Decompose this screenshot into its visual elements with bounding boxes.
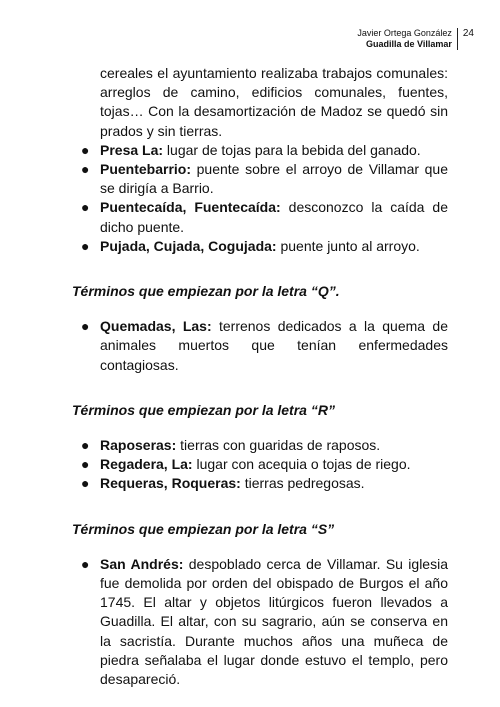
bullet-icon: ●	[81, 318, 90, 335]
header-subtitle: Guadilla de Villamar	[366, 39, 452, 49]
bullet-icon: ●	[81, 141, 90, 158]
bullet-icon: ●	[81, 456, 90, 473]
bullet-icon: ●	[81, 475, 90, 492]
entry-text: tierras con guaridas de raposos.	[176, 437, 381, 454]
list-s	[72, 555, 448, 689]
list-p	[72, 141, 448, 256]
entry-text: lugar de tojas para la bebida del ganado.	[163, 141, 421, 158]
entry-text: desconozco la caída de dicho puente.	[100, 199, 448, 235]
entry-text: terrenos dedicados a la quema de animales muertos que tenían enfermedades contagiosas.	[100, 318, 448, 373]
bullet-icon: ●	[81, 161, 90, 178]
list-q	[72, 317, 448, 375]
entry-term: Pujada, Cujada, Cogujada:	[100, 237, 277, 254]
entry-text: puente sobre el arroyo de Villamar que se dirigía a Barrio.	[100, 161, 448, 197]
section-heading-q: Términos que empiezan por la letra “Q”.	[72, 283, 340, 300]
entry-term: San Andrés:	[100, 555, 184, 572]
bullet-icon: ●	[81, 437, 90, 454]
page-number: 24	[462, 28, 474, 39]
list-item	[72, 474, 448, 493]
entry-text: despoblado cerca de Villamar. Su iglesia fue demolida por orden del obispado de Burgos el año 1745. El altar y objetos litúrgicos fueron llevados a Guadilla. El altar, con su sagrario, aún se conserva en la sacristía. Durante muchos años una muñeca de piedra señalaba el lugar donde estuvo el templo, pero desapareció.	[100, 555, 448, 688]
list-item	[72, 237, 448, 256]
bullet-icon: ●	[81, 555, 90, 572]
list-r	[72, 436, 448, 494]
entry-term: Quemadas, Las:	[100, 318, 212, 335]
list-item	[72, 555, 448, 689]
entry-text: puente junto al arroyo.	[276, 237, 420, 254]
entry-text: lugar con acequia o tojas de riego.	[192, 456, 411, 473]
list-item	[72, 160, 448, 198]
entry-term: Puentebarrio:	[100, 161, 192, 178]
entry-term: Puentecaída, Fuentecaída:	[100, 199, 281, 216]
list-item	[72, 141, 448, 160]
page-content	[72, 64, 448, 689]
entry-term: Regadera, La:	[100, 456, 193, 473]
continued-paragraph: cereales el ayuntamiento realizaba trabajos comunales: arreglos de camino, edificios comunales, fuentes, tojas… Con la desamortización de Madoz se quedó sin prados y sin tierras.	[100, 65, 448, 139]
list-item	[72, 198, 448, 236]
entry-term: Requeras, Roqueras:	[100, 475, 241, 492]
section-heading-r: Términos que empiezan por la letra “R”	[72, 401, 335, 418]
section-heading-s: Términos que empiezan por la letra “S”	[72, 520, 335, 537]
header-author: Javier Ortega González	[357, 28, 452, 38]
header-author-block	[357, 28, 457, 50]
list-item	[72, 436, 448, 455]
entry-text: tierras pedregosas.	[240, 475, 365, 492]
bullet-icon: ●	[81, 199, 90, 216]
bullet-icon: ●	[81, 237, 90, 254]
list-item	[72, 317, 448, 375]
entry-term: Presa La:	[100, 141, 164, 158]
list-item	[72, 455, 448, 474]
page-header	[357, 28, 474, 50]
entry-term: Raposeras:	[100, 437, 177, 454]
